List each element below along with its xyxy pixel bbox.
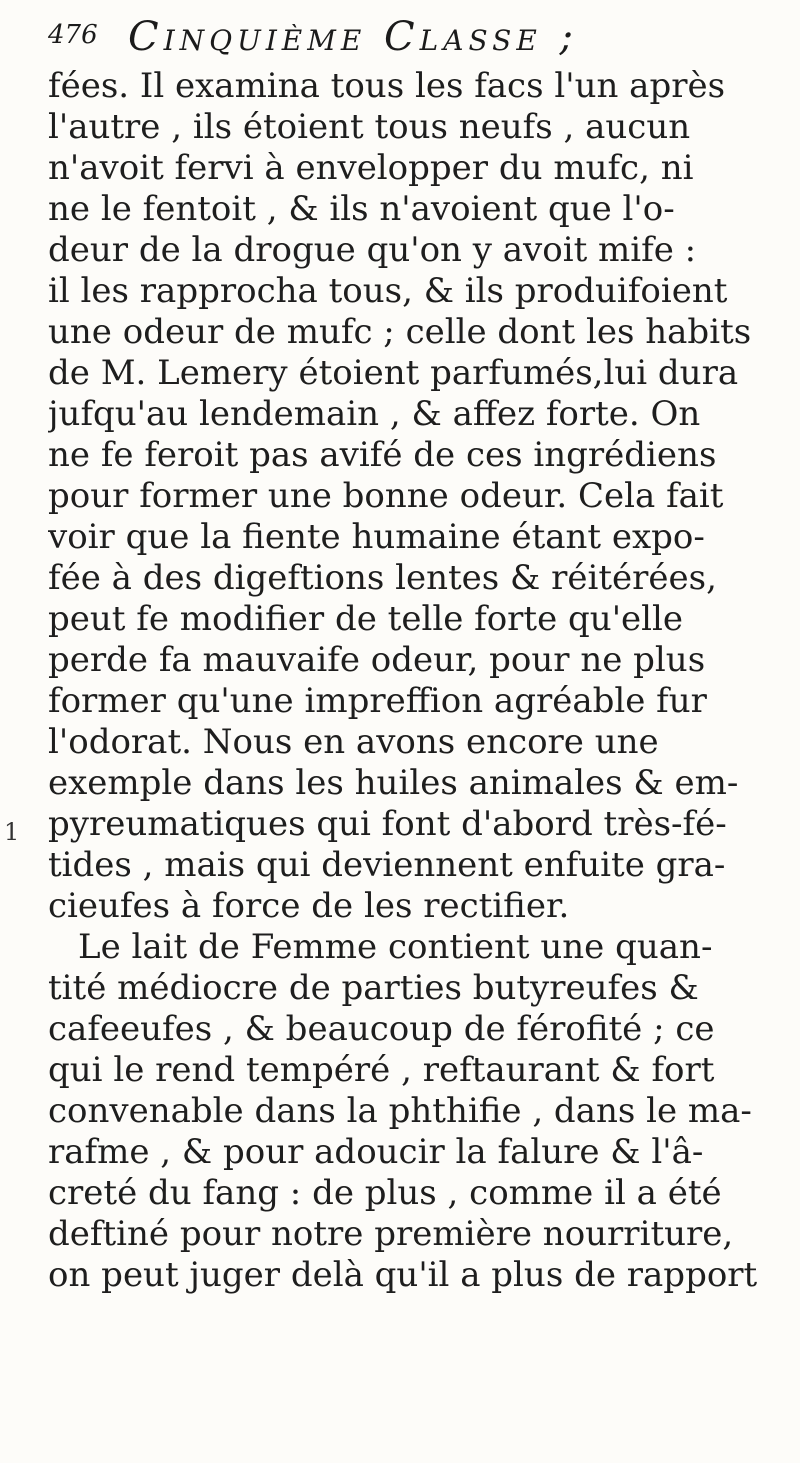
body-text xyxy=(48,66,793,1296)
text-line: une odeur de mufc ; celle dont les habits xyxy=(48,312,752,352)
text-line: fée à des digeftions lentes & réitérées, xyxy=(48,558,717,598)
text-line: qui le rend tempéré , reftaurant & fort xyxy=(48,1050,715,1090)
text-line: tides , mais qui deviennent enfuite gra- xyxy=(48,845,726,885)
text-line: deur de la drogue qu'on y avoit mife : xyxy=(48,230,697,270)
text-line: ne fe feroit pas avifé de ces ingrédiens xyxy=(48,435,717,475)
text-line: former qu'une impreffion agréable fur xyxy=(48,681,707,721)
text-line: pyreumatiques qui font d'abord très-fé- xyxy=(48,804,727,844)
text-line: l'odorat. Nous en avons encore une xyxy=(48,722,659,762)
text-line: convenable dans la phthifie , dans le ma- xyxy=(48,1091,752,1131)
text-line: cafeeufes , & beaucoup de férofité ; ce xyxy=(48,1009,715,1049)
text-line: jufqu'au lendemain , & affez forte. On xyxy=(48,394,701,434)
text-line: l'autre , ils étoient tous neufs , aucun xyxy=(48,107,691,147)
text-line: pour former une bonne odeur. Cela fait xyxy=(48,476,724,516)
text-line: exemple dans les huiles animales & em- xyxy=(48,763,739,803)
text-line: cieufes à force de les rectifier. xyxy=(48,886,570,926)
text-line: rafme , & pour adoucir la falure & l'â- xyxy=(48,1132,704,1172)
text-line: il les rapprocha tous, & ils produifoient xyxy=(48,271,728,311)
text-line: ne le fentoit , & ils n'avoient que l'o- xyxy=(48,189,675,229)
text-line: de M. Lemery étoient parfumés,lui dura xyxy=(48,353,739,393)
text-line: on peut juger delà qu'il a plus de rapport xyxy=(48,1255,758,1295)
text-line: fées. Il examina tous les facs l'un après xyxy=(48,66,726,106)
text-line: n'avoit fervi à envelopper du mufc, ni xyxy=(48,148,694,188)
running-head: Cinquième Classe ; xyxy=(128,14,578,60)
text-line: voir que la fiente humaine étant expo- xyxy=(48,517,705,557)
text-line: deftiné pour notre première nourriture, xyxy=(48,1214,734,1254)
paragraph-start-line: Le lait de Femme contient une quan- xyxy=(78,927,713,967)
text-line: peut fe modifier de telle forte qu'elle xyxy=(48,599,684,639)
text-line: tité médiocre de parties butyreufes & xyxy=(48,968,699,1008)
margin-mark: 1 xyxy=(4,818,20,846)
text-line: creté du fang : de plus , comme il a été xyxy=(48,1173,722,1213)
text-line: perde fa mauvaife odeur, pour ne plus xyxy=(48,640,706,680)
page-number: 476 xyxy=(48,20,98,50)
page-header xyxy=(48,14,788,66)
